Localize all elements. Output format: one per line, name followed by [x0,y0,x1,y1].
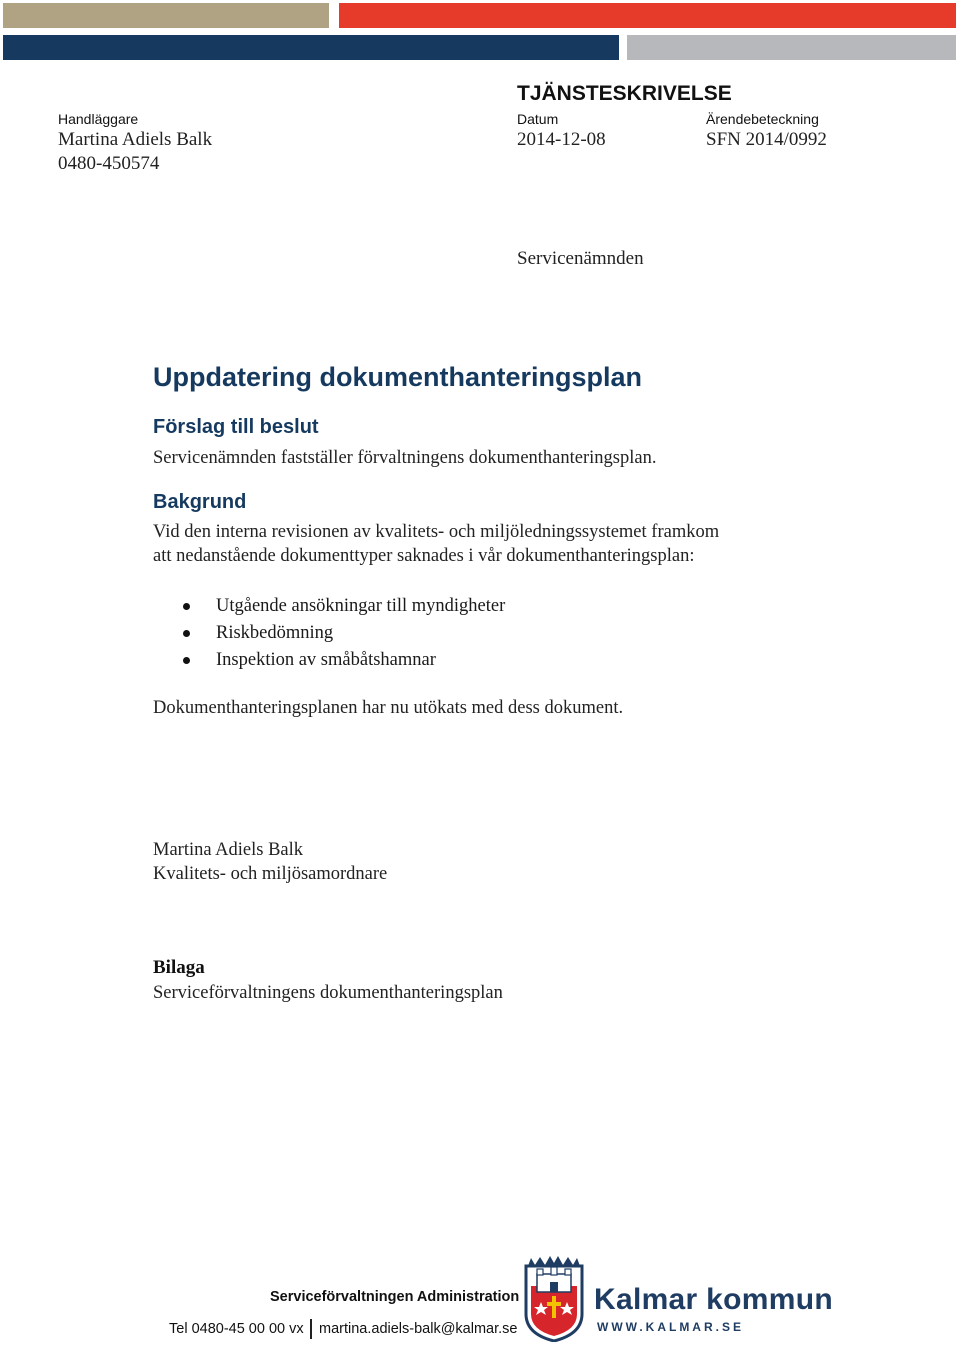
footer-phone: Tel 0480-45 00 00 vx [169,1321,304,1337]
handlaggare-phone: 0480-450574 [58,153,160,174]
signature-name: Martina Adiels Balk [153,840,304,860]
top-bar-tan [3,3,329,28]
top-bar-red [339,3,956,28]
bullet-icon [183,630,190,637]
document-type: TJÄNSTESKRIVELSE [517,82,732,105]
kalmar-logo-text: Kalmar kommun [594,1283,833,1316]
signature-role: Kvalitets- och miljösamordnare [153,864,388,884]
bullet-icon [183,657,190,664]
conclusion-text: Dokumenthanteringsplanen har nu utökats med dess dokument. [153,698,624,718]
handlaggare-label: Handläggare [58,111,139,127]
background-heading: Bakgrund [153,491,247,513]
attachment-text: Serviceförvaltningens dokumenthanteringsplan [153,983,503,1003]
list-item: Inspektion av småbåtshamnar [216,647,505,674]
list-item: Riskbedömning [216,620,505,647]
page-title: Uppdatering dokumenthanteringsplan [153,362,643,392]
proposal-text: Servicenämnden fastställer förvaltningens dokumenthanteringsplan. [153,448,657,468]
datum-value: 2014-12-08 [517,129,606,150]
datum-label: Datum [517,111,559,127]
top-bar-gray [627,35,956,60]
background-line-1: Vid den interna revisionen av kvalitets- och miljöledningssystemet framkom [153,522,720,542]
list-item: Utgående ansökningar till myndigheter [216,593,505,620]
bullet-icon [183,603,190,610]
arende-label: Ärendebeteckning [706,111,819,127]
footer-email: martina.adiels-balk@kalmar.se [319,1321,518,1337]
document-type-list [216,593,505,674]
footer-org: Serviceförvaltningen Administration [270,1289,520,1305]
footer-separator [310,1319,312,1339]
top-bar-navy [3,35,619,60]
kalmar-logo-url: WWW.KALMAR.SE [597,1320,744,1334]
proposal-heading: Förslag till beslut [153,416,319,438]
background-text [153,520,853,568]
arende-value: SFN 2014/0992 [706,129,827,150]
kalmar-crest-icon [523,1256,585,1342]
recipient: Servicenämnden [517,248,644,269]
handlaggare-name: Martina Adiels Balk [58,129,213,150]
background-line-2: att nedanstående dokumenttyper saknades i vår dokumenthanteringsplan: [153,546,695,566]
attachment-heading: Bilaga [153,957,205,978]
